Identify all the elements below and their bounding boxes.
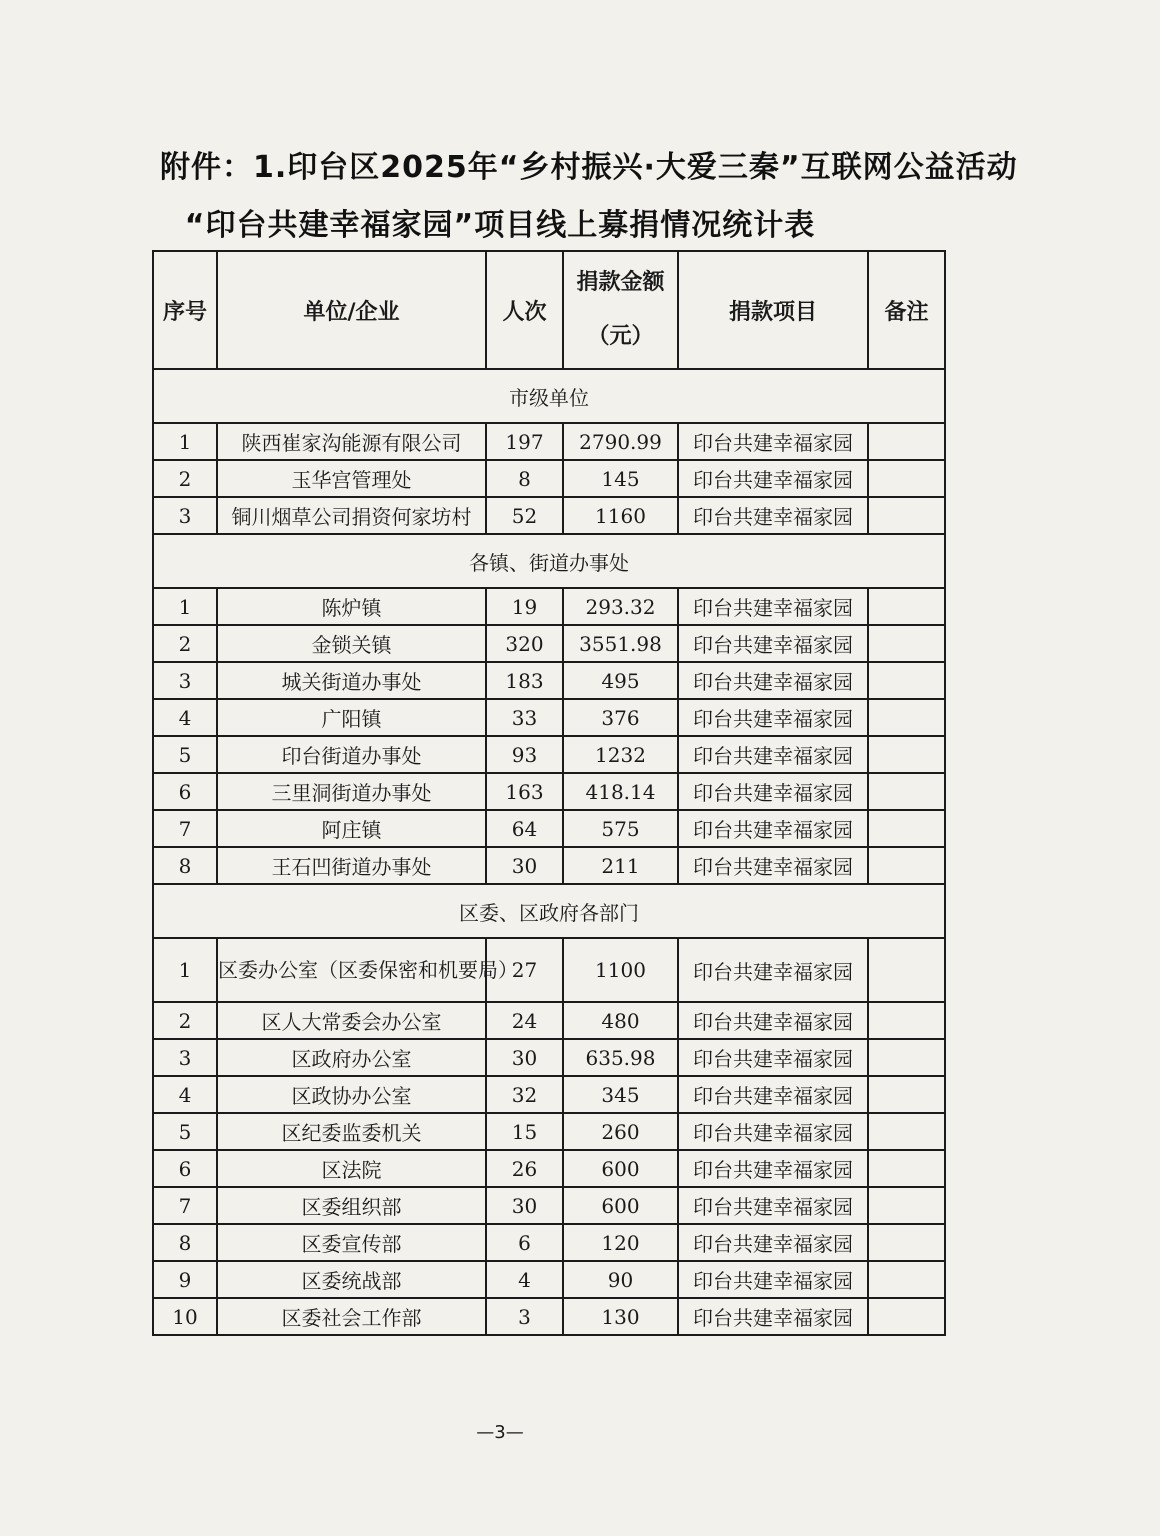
cell-unit: 铜川烟草公司捐资何家坊村: [217, 497, 486, 534]
table-body: [153, 369, 945, 1335]
cell-unit: 区纪委监委机关: [217, 1113, 486, 1150]
cell-count: 24: [486, 1002, 563, 1039]
cell-unit: 陕西崔家沟能源有限公司: [217, 423, 486, 460]
table-row: [153, 588, 945, 625]
cell-count: 27: [486, 938, 563, 1002]
cell-amount: 130: [563, 1298, 678, 1335]
cell-remark: [868, 938, 945, 1002]
table-row: [153, 1039, 945, 1076]
cell-count: 163: [486, 773, 563, 810]
cell-amount: 293.32: [563, 588, 678, 625]
cell-unit: 区委社会工作部: [217, 1298, 486, 1335]
cell-count: 8: [486, 460, 563, 497]
table-row: [153, 1113, 945, 1150]
table-row: [153, 662, 945, 699]
cell-remark: [868, 1298, 945, 1335]
cell-no: 2: [153, 625, 217, 662]
cell-count: 15: [486, 1113, 563, 1150]
cell-amount: 495: [563, 662, 678, 699]
table-row: [153, 773, 945, 810]
cell-remark: [868, 460, 945, 497]
cell-count: 93: [486, 736, 563, 773]
cell-unit: 三里洞街道办事处: [217, 773, 486, 810]
cell-count: 320: [486, 625, 563, 662]
table-row: [153, 699, 945, 736]
cell-count: 32: [486, 1076, 563, 1113]
cell-no: 2: [153, 1002, 217, 1039]
cell-remark: [868, 736, 945, 773]
cell-amount: 90: [563, 1261, 678, 1298]
cell-amount: 575: [563, 810, 678, 847]
cell-amount: 635.98: [563, 1039, 678, 1076]
cell-project: 印台共建幸福家园: [678, 460, 868, 497]
section-title: 各镇、街道办事处: [153, 534, 945, 588]
cell-count: 4: [486, 1261, 563, 1298]
document-title-line-1: 附件：1.印台区2025年“乡村振兴·大爱三秦”互联网公益活动: [160, 150, 1018, 185]
cell-no: 1: [153, 423, 217, 460]
cell-count: 52: [486, 497, 563, 534]
cell-unit: 玉华宫管理处: [217, 460, 486, 497]
cell-remark: [868, 1039, 945, 1076]
cell-remark: [868, 1076, 945, 1113]
cell-amount: 345: [563, 1076, 678, 1113]
cell-remark: [868, 773, 945, 810]
cell-no: 8: [153, 847, 217, 884]
cell-remark: [868, 1187, 945, 1224]
cell-remark: [868, 1113, 945, 1150]
cell-remark: [868, 662, 945, 699]
cell-project: 印台共建幸福家园: [678, 1224, 868, 1261]
table-header-row: [153, 251, 945, 369]
table-row: [153, 1224, 945, 1261]
cell-project: 印台共建幸福家园: [678, 625, 868, 662]
cell-unit: 王石凹街道办事处: [217, 847, 486, 884]
cell-project: 印台共建幸福家园: [678, 1113, 868, 1150]
header-amount-line2: （元）: [587, 324, 654, 349]
cell-count: 64: [486, 810, 563, 847]
cell-no: 6: [153, 773, 217, 810]
document-title-line-2: “印台共建幸福家园”项目线上募捐情况统计表: [184, 208, 816, 243]
header-no: 序号: [153, 251, 217, 369]
cell-project: 印台共建幸福家园: [678, 847, 868, 884]
cell-project: 印台共建幸福家园: [678, 1039, 868, 1076]
cell-count: 26: [486, 1150, 563, 1187]
cell-no: 5: [153, 1113, 217, 1150]
cell-amount: 418.14: [563, 773, 678, 810]
table-row: [153, 625, 945, 662]
header-unit: 单位/企业: [217, 251, 486, 369]
cell-no: 1: [153, 938, 217, 1002]
section-title: 市级单位: [153, 369, 945, 423]
cell-count: 30: [486, 1187, 563, 1224]
cell-count: 30: [486, 847, 563, 884]
table-row: [153, 810, 945, 847]
cell-no: 1: [153, 588, 217, 625]
cell-remark: [868, 625, 945, 662]
section-header-row: [153, 534, 945, 588]
cell-unit: 区委办公室（区委保密和机要局）: [217, 938, 486, 1002]
cell-amount: 3551.98: [563, 625, 678, 662]
cell-amount: 600: [563, 1187, 678, 1224]
cell-count: 6: [486, 1224, 563, 1261]
cell-amount: 145: [563, 460, 678, 497]
cell-project: 印台共建幸福家园: [678, 1076, 868, 1113]
table-row: [153, 497, 945, 534]
cell-project: 印台共建幸福家园: [678, 1261, 868, 1298]
cell-amount: 120: [563, 1224, 678, 1261]
cell-no: 3: [153, 497, 217, 534]
page-number: —3—: [476, 1422, 524, 1443]
cell-amount: 1100: [563, 938, 678, 1002]
cell-amount: 260: [563, 1113, 678, 1150]
cell-remark: [868, 1002, 945, 1039]
cell-remark: [868, 1224, 945, 1261]
cell-project: 印台共建幸福家园: [678, 588, 868, 625]
cell-unit: 区政协办公室: [217, 1076, 486, 1113]
cell-project: 印台共建幸福家园: [678, 423, 868, 460]
cell-unit: 区法院: [217, 1150, 486, 1187]
section-header-row: [153, 884, 945, 938]
cell-no: 4: [153, 699, 217, 736]
header-amount-line1: 捐款金额: [576, 270, 665, 295]
cell-unit: 区委组织部: [217, 1187, 486, 1224]
cell-unit: 区政府办公室: [217, 1039, 486, 1076]
cell-unit: 区人大常委会办公室: [217, 1002, 486, 1039]
cell-remark: [868, 1261, 945, 1298]
cell-amount: 480: [563, 1002, 678, 1039]
cell-project: 印台共建幸福家园: [678, 497, 868, 534]
table-row: [153, 460, 945, 497]
cell-no: 9: [153, 1261, 217, 1298]
cell-unit: 阿庄镇: [217, 810, 486, 847]
cell-unit: 印台街道办事处: [217, 736, 486, 773]
cell-no: 3: [153, 662, 217, 699]
table-row: [153, 1002, 945, 1039]
cell-no: 8: [153, 1224, 217, 1261]
cell-remark: [868, 588, 945, 625]
cell-no: 10: [153, 1298, 217, 1335]
table-row: [153, 1076, 945, 1113]
cell-remark: [868, 699, 945, 736]
cell-project: 印台共建幸福家园: [678, 810, 868, 847]
cell-project: 印台共建幸福家园: [678, 773, 868, 810]
table-row: [153, 423, 945, 460]
cell-count: 3: [486, 1298, 563, 1335]
cell-count: 30: [486, 1039, 563, 1076]
cell-project: 印台共建幸福家园: [678, 1002, 868, 1039]
cell-no: 4: [153, 1076, 217, 1113]
cell-remark: [868, 497, 945, 534]
cell-no: 3: [153, 1039, 217, 1076]
section-header-row: [153, 369, 945, 423]
table-row: [153, 938, 945, 1002]
cell-project: 印台共建幸福家园: [678, 1187, 868, 1224]
cell-project: 印台共建幸福家园: [678, 699, 868, 736]
cell-project: 印台共建幸福家园: [678, 662, 868, 699]
cell-amount: 211: [563, 847, 678, 884]
donation-statistics-table: [152, 250, 946, 1336]
cell-amount: 376: [563, 699, 678, 736]
cell-remark: [868, 847, 945, 884]
section-title: 区委、区政府各部门: [153, 884, 945, 938]
table-row: [153, 847, 945, 884]
header-remark: 备注: [868, 251, 945, 369]
cell-unit: 区委统战部: [217, 1261, 486, 1298]
cell-count: 183: [486, 662, 563, 699]
cell-unit: 陈炉镇: [217, 588, 486, 625]
cell-no: 2: [153, 460, 217, 497]
cell-remark: [868, 1150, 945, 1187]
cell-unit: 区委宣传部: [217, 1224, 486, 1261]
table-row: [153, 736, 945, 773]
cell-amount: 1160: [563, 497, 678, 534]
cell-no: 7: [153, 810, 217, 847]
table-row: [153, 1150, 945, 1187]
cell-unit: 城关街道办事处: [217, 662, 486, 699]
table-row: [153, 1187, 945, 1224]
cell-count: 19: [486, 588, 563, 625]
cell-project: 印台共建幸福家园: [678, 736, 868, 773]
cell-amount: 600: [563, 1150, 678, 1187]
table-row: [153, 1261, 945, 1298]
header-project: 捐款项目: [678, 251, 868, 369]
cell-amount: 2790.99: [563, 423, 678, 460]
cell-no: 6: [153, 1150, 217, 1187]
header-count: 人次: [486, 251, 563, 369]
cell-project: 印台共建幸福家园: [678, 938, 868, 1002]
cell-project: 印台共建幸福家园: [678, 1298, 868, 1335]
cell-unit: 广阳镇: [217, 699, 486, 736]
table-row: [153, 1298, 945, 1335]
cell-unit: 金锁关镇: [217, 625, 486, 662]
cell-amount: 1232: [563, 736, 678, 773]
cell-project: 印台共建幸福家园: [678, 1150, 868, 1187]
cell-no: 7: [153, 1187, 217, 1224]
cell-count: 33: [486, 699, 563, 736]
cell-count: 197: [486, 423, 563, 460]
header-amount: [563, 251, 678, 369]
cell-remark: [868, 423, 945, 460]
cell-remark: [868, 810, 945, 847]
cell-no: 5: [153, 736, 217, 773]
